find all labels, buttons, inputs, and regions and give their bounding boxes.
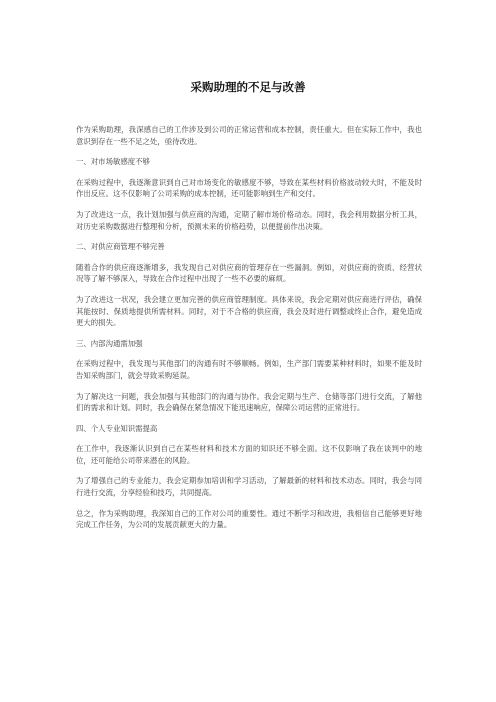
section-heading-2: 二、对供应商管理不够完善 xyxy=(76,242,165,252)
section-3-paragraph-1: 在采购过程中，我发现与其他部门的沟通有时不够顺畅。例如，生产部门需要某种材料时，如果不能及时告知采购部门，就会导致采购延误。 xyxy=(76,359,422,380)
section-heading-3: 三、内部沟通需加强 xyxy=(76,338,143,348)
section-2-paragraph-2: 为了改进这一状况，我会建立更加完善的供应商管理制度。具体来说，我会定期对供应商进行评估，确保其能按时、保质地提供所需材料。同时，对于不合格的供应商，我会及时进行调整或终止合作，避免造成更大的损失。 xyxy=(76,294,422,328)
section-1-paragraph-2: 为了改进这一点，我计划加强与供应商的沟通，定期了解市场价格动态。同时，我会利用数据分析工具，对历史采购数据进行整理和分析，预测未来的价格趋势，以便提前作出决策。 xyxy=(76,209,422,231)
section-4-paragraph-2: 为了增强自己的专业能力，我会定期参加培训和学习活动，了解最新的材料和技术动态。同时，我会与同行进行交流，分享经验和技巧，共同提高。 xyxy=(76,476,422,498)
section-heading-1: 一、对市场敏感度不够 xyxy=(76,157,150,167)
conclusion-paragraph: 总之，作为采购助理，我深知自己的工作对公司的重要性。通过不断学习和改进，我相信自己能够更好地完成工作任务，为公司的发展贡献更大的力量。 xyxy=(76,508,422,530)
intro-paragraph: 作为采购助理，我深感自己的工作涉及到公司的正常运营和成本控制，责任重大。但在实际工作中，我也意识到存在一些不足之处，亟待改进。 xyxy=(76,125,422,146)
section-2-paragraph-1: 随着合作的供应商逐渐增多，我发现自己对供应商的管理存在一些漏洞。例如，对供应商的资质、经营状况等了解不够深入，导致在合作过程中出现了一些不必要的麻烦。 xyxy=(76,262,422,284)
section-heading-4: 四、个人专业知识需提高 xyxy=(76,423,158,433)
document-body xyxy=(76,124,422,540)
page-title: 采购助理的不足与改善 xyxy=(190,80,306,94)
section-1-paragraph-1: 在采购过程中，我逐渐意识到自己对市场变化的敏感度不够，导致在某些材料价格波动较大时，不能及时作出反应。这不仅影响了公司采购的成本控制，还可能影响到生产和交付。 xyxy=(76,177,422,199)
section-3-paragraph-2: 为了解决这一问题，我会加强与其他部门的沟通与协作。我会定期与生产、仓储等部门进行交流，了解他们的需求和计划。同时，我会确保在紧急情况下能迅速响应，保障公司运营的正常进行。 xyxy=(76,391,422,413)
section-4-paragraph-1: 在工作中，我逐渐认识到自己在某些材料和技术方面的知识还不够全面。这不仅影响了我在谈判中的地位，还可能给公司带来潜在的风险。 xyxy=(76,444,422,465)
